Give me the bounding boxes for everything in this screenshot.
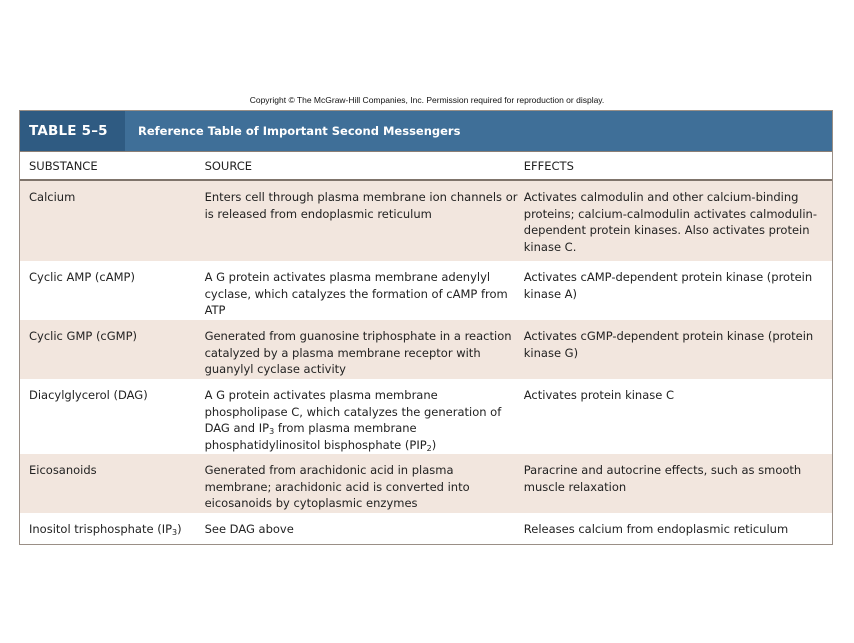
cell-effects: Releases calcium from endoplasmic reticulum	[523, 522, 789, 536]
table-row	[20, 513, 832, 543]
second-messengers-table	[19, 110, 833, 545]
cell-effects: Activates cGMP-dependent protein kinase (protein kinase G)	[523, 329, 814, 360]
cell-source: Generated from arachidonic acid in plasma membrane; arachidonic acid is converted into eicosanoids by cytoplasmic enzymes	[204, 463, 470, 510]
source-text-part: from plasma membrane phosphatidylinositol bisphosphate (PIP	[204, 421, 427, 452]
column-header-substance: SUBSTANCE	[29, 158, 98, 173]
substance-text-part: )	[177, 522, 182, 536]
substance-text-part: Inositol trisphosphate (IP	[29, 522, 173, 536]
subscript: 3	[269, 427, 275, 436]
cell-substance: Eicosanoids	[29, 463, 97, 477]
table-row	[20, 454, 832, 513]
cell-substance	[20, 513, 205, 543]
cell-source: Generated from guanosine triphosphate in a reaction catalyzed by a plasma membrane receptor with guanylyl cyclase activity	[204, 329, 512, 376]
cell-substance: Calcium	[29, 190, 76, 204]
source-text-part: )	[431, 437, 437, 452]
cell-effects: Activates protein kinase C	[523, 388, 675, 402]
column-header-source: SOURCE	[204, 158, 253, 173]
cell-effects: Paracrine and autocrine effects, such as smooth muscle relaxation	[523, 463, 802, 494]
cell-source: Enters cell through plasma membrane ion channels or is released from endoplasmic reticulum	[204, 190, 518, 221]
cell-effects: Activates cAMP-dependent protein kinase (protein kinase A)	[523, 270, 813, 301]
table-number-label: TABLE 5–5	[20, 111, 125, 151]
copyright-notice: Copyright © The McGraw-Hill Companies, Inc. Permission required for reproduction or display.	[249, 95, 605, 105]
source-text-part: A G protein activates plasma membrane phospholipase C, which catalyzes the generation of DAG and IP	[204, 388, 502, 435]
table-row	[20, 379, 832, 454]
cell-substance: Diacylglycerol (DAG)	[29, 388, 148, 402]
cell-substance: Cyclic GMP (cGMP)	[29, 329, 138, 343]
table-title-bar	[20, 111, 832, 151]
table-row	[20, 261, 832, 320]
cell-source: A G protein activates plasma membrane adenylyl cyclase, which catalyzes the formation of cAMP from ATP	[204, 270, 508, 317]
cell-effects: Activates calmodulin and other calcium-binding proteins; calcium-calmodulin activates calmodulin-dependent protein kinases. Also activates protein kinase C.	[523, 190, 817, 254]
cell-source: See DAG above	[204, 522, 294, 536]
table-title: Reference Table of Important Second Messengers	[138, 124, 461, 138]
subscript: 3	[172, 528, 178, 537]
cell-source	[205, 379, 524, 454]
table-header-row	[20, 152, 832, 181]
column-header-effects: EFFECTS	[523, 158, 574, 173]
table-row	[20, 181, 832, 261]
subscript: 2	[426, 443, 432, 453]
cell-substance: Cyclic AMP (cAMP)	[29, 270, 135, 284]
table-row	[20, 320, 832, 379]
